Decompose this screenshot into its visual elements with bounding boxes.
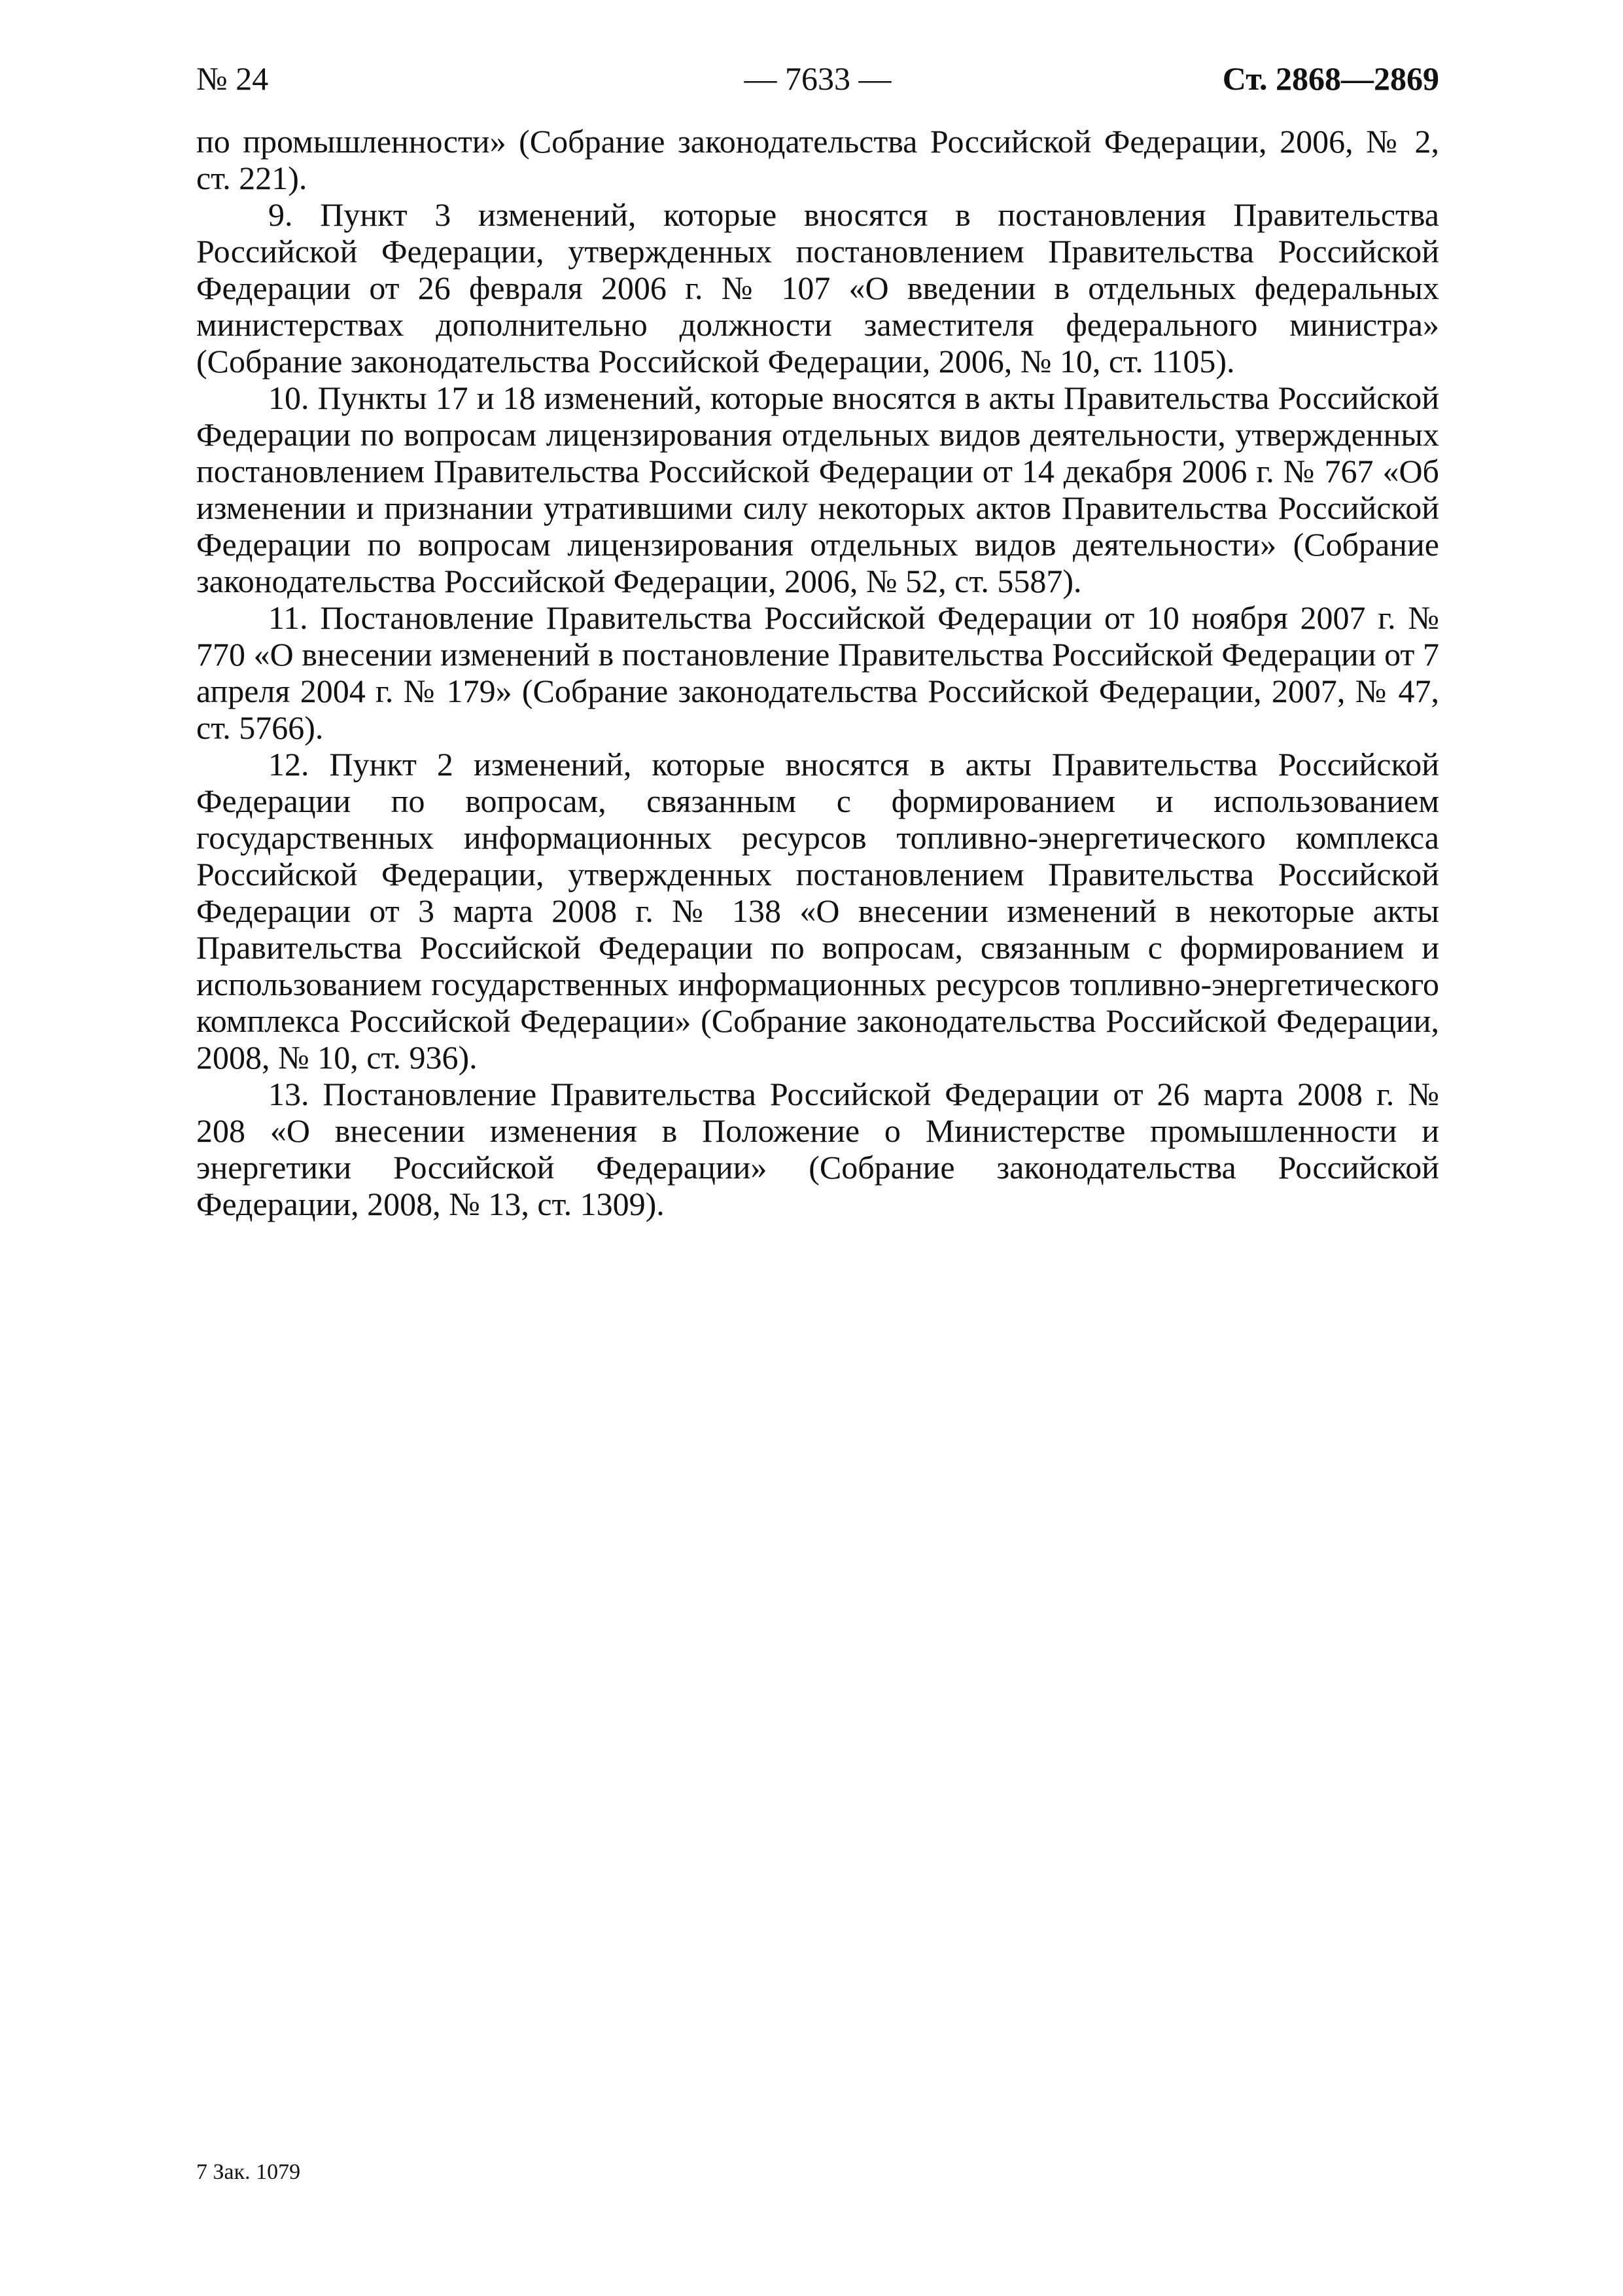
- list-item-13: 13. Постановление Правительства Российской Федерации от 26 марта 2008 г. № 208 «О внесении изменения в Положение о Министерстве промышленности и энергетики Российской Федерации» (Собрание законодательства Российской Федерации, 2008, № 13, ст. 1309).: [196, 1076, 1439, 1222]
- list-item-10: 10. Пункты 17 и 18 изменений, которые вносятся в акты Правительства Российской Федерации по вопросам лицензирования отдельных видов деятельности, утвержденных постановлением Правительства Российской Федерации от 14 декабря 2006 г. № 767 «Об изменении и признании утратившими силу некоторых актов Правительства Российской Федерации по вопросам лицензирования отдельных видов деятельности» (Собрание законодательства Российской Федерации, 2006, № 52, ст. 5587).: [196, 380, 1439, 599]
- list-item-11: 11. Постановление Правительства Российской Федерации от 10 ноября 2007 г. № 770 «О внесении изменений в постановление Правительства Российской Федерации от 7 апреля 2004 г. № 179» (Собрание законодательства Российской Федерации, 2007, № 47, ст. 5766).: [196, 599, 1439, 746]
- issue-number: № 24: [196, 60, 269, 97]
- document-body: [196, 123, 1439, 1222]
- continuation-paragraph: по промышленности» (Собрание законодательства Российской Федерации, 2006, № 2, ст. 221).: [196, 123, 1439, 196]
- article-range: Ст. 2868—2869: [1222, 60, 1439, 97]
- page-number: — 7633 —: [744, 60, 892, 97]
- list-item-12: 12. Пункт 2 изменений, которые вносятся в акты Правительства Российской Федерации по вопросам, связанным с формированием и использованием государственных информационных ресурсов топливно-энергетического комплекса Российской Федерации, утвержденных постановлением Правительства Российской Федерации от 3 марта 2008 г. № 138 «О внесении изменений в некоторые акты Правительства Российской Федерации по вопросам, связанным с формированием и использованием государственных информационных ресурсов топливно-энергетического комплекса Российской Федерации» (Собрание законодательства Российской Федерации, 2008, № 10, ст. 936).: [196, 746, 1439, 1076]
- printing-order-note: 7 Зак. 1079: [196, 2160, 301, 2184]
- list-item-9: 9. Пункт 3 изменений, которые вносятся в постановления Правительства Российской Федерации, утвержденных постановлением Правительства Российской Федерации от 26 февраля 2006 г. № 107 «О введении в отдельных федеральных министерствах дополнительно должности заместителя федерального министра» (Собрание законодательства Российской Федерации, 2006, № 10, ст. 1105).: [196, 196, 1439, 380]
- page-header: [196, 55, 1439, 102]
